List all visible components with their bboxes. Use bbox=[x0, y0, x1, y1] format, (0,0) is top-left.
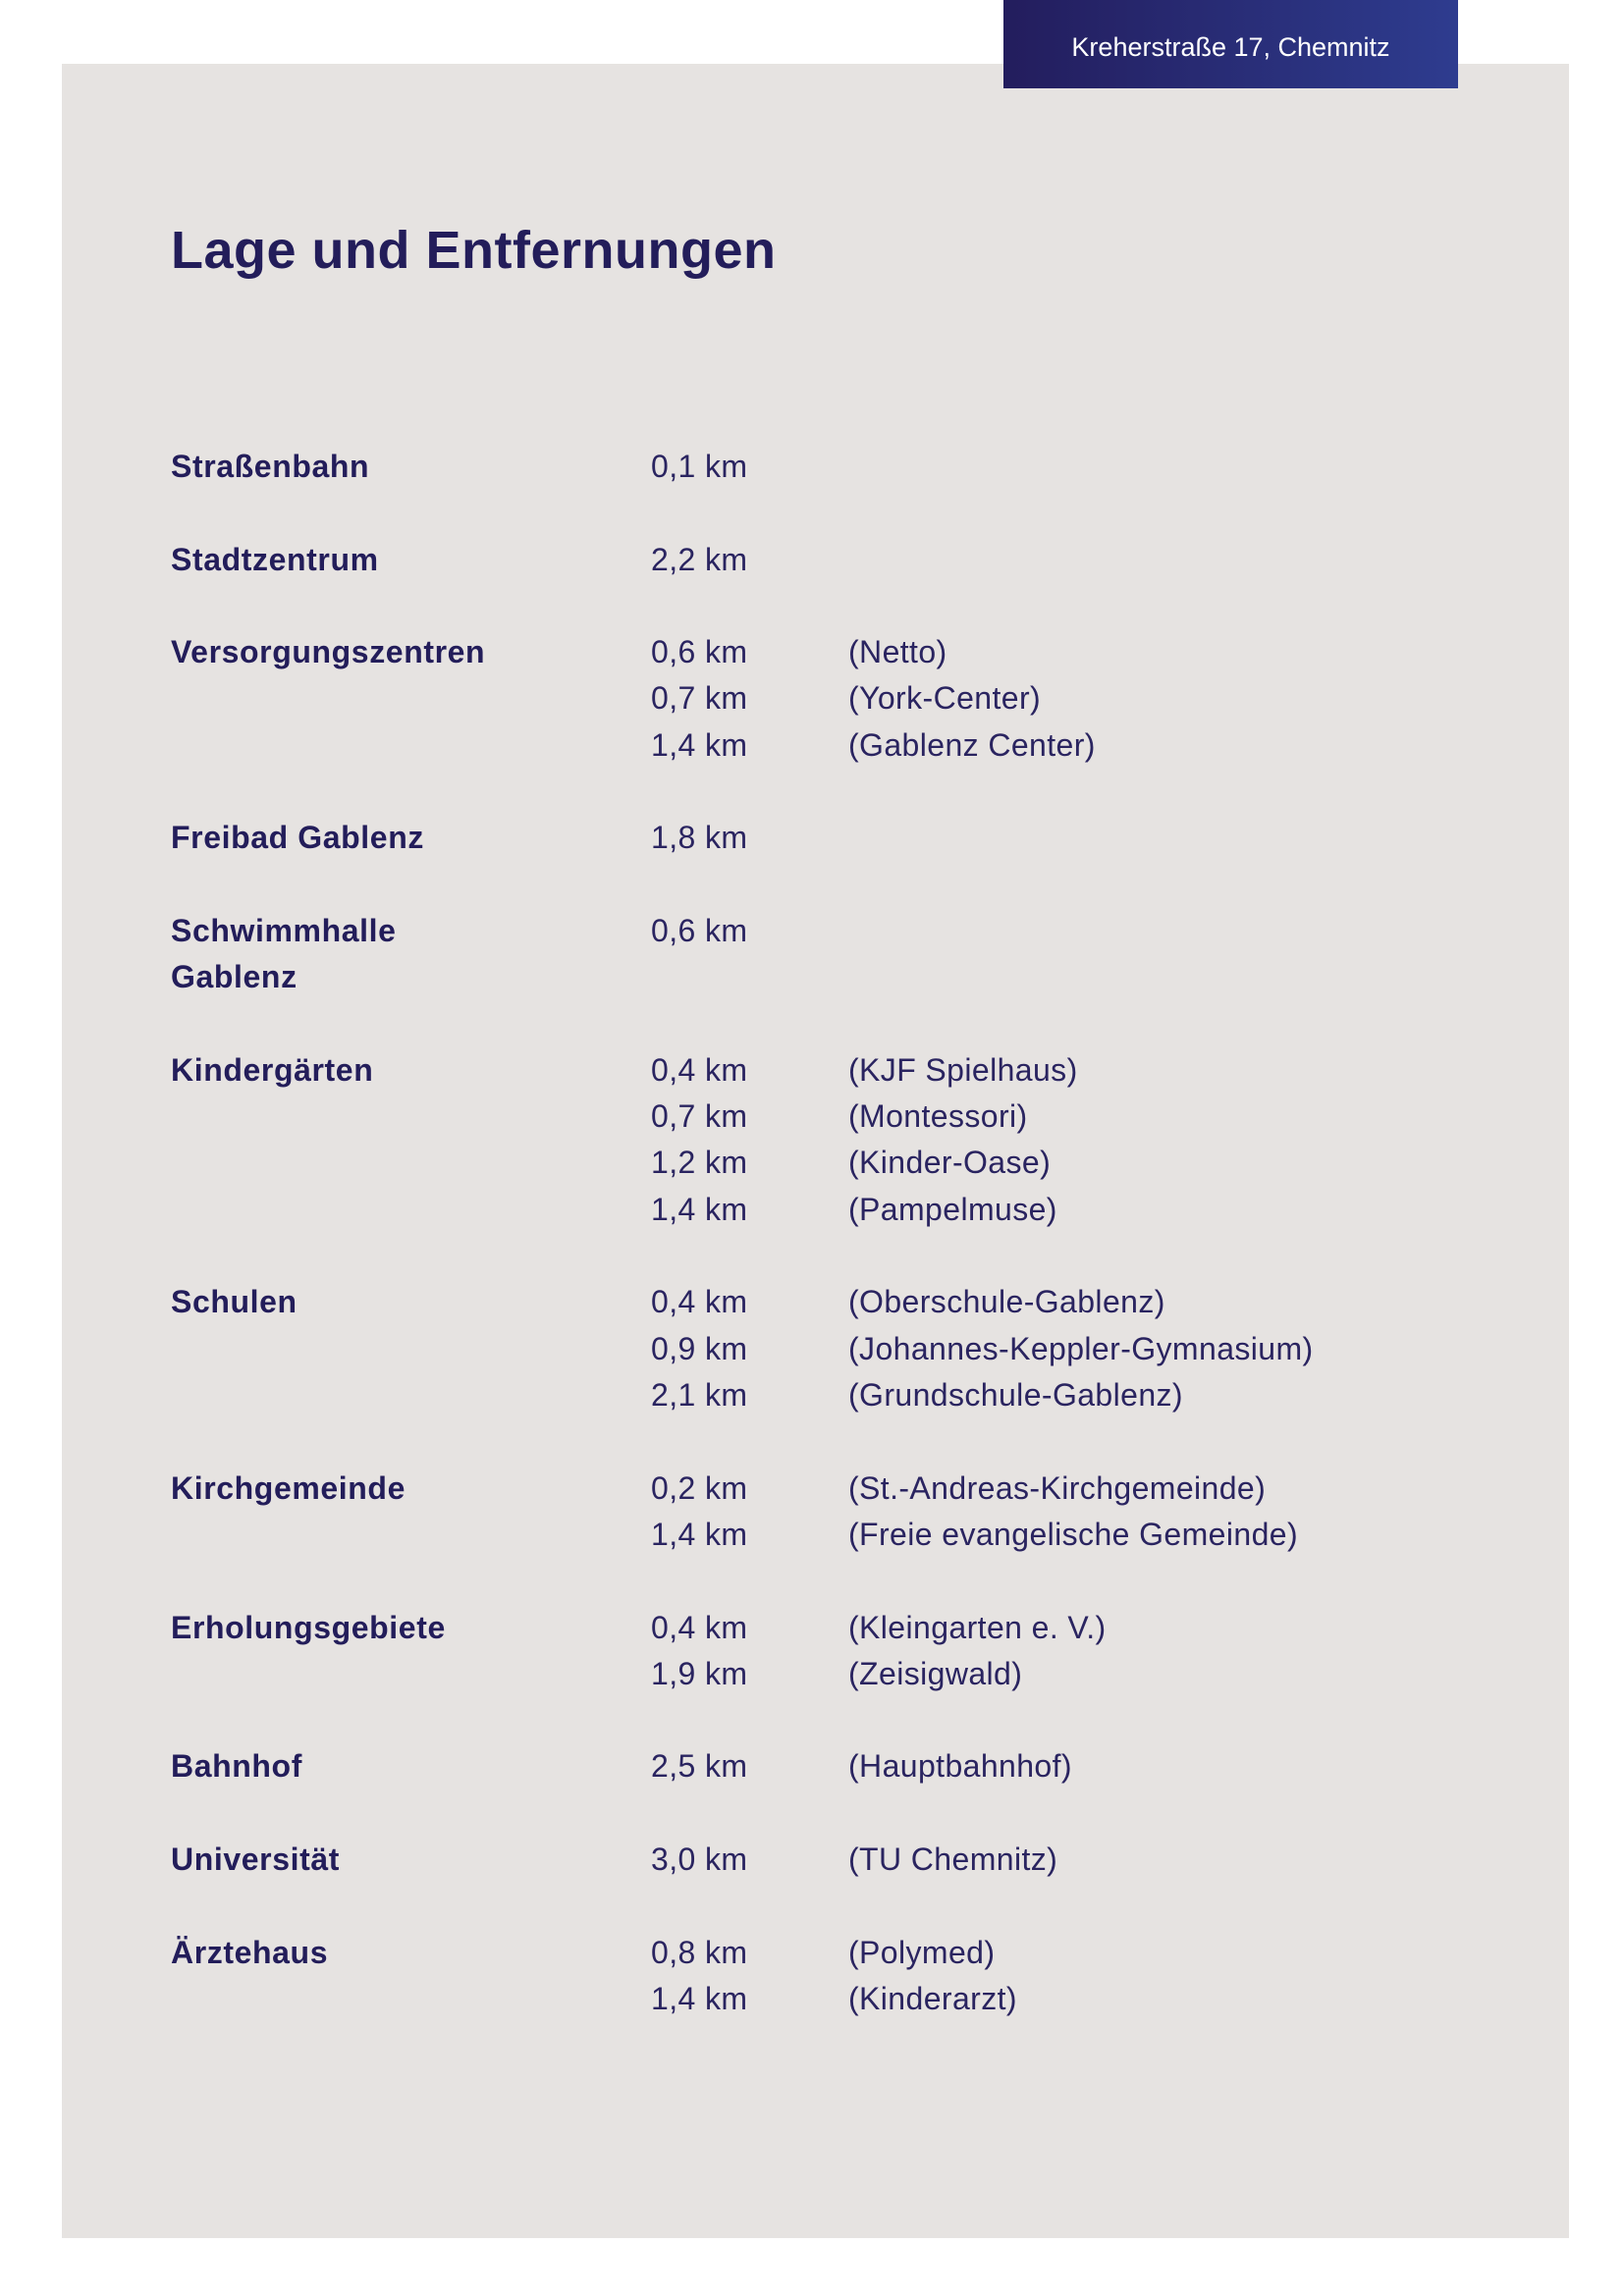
distance-value: 1,8 km bbox=[651, 820, 748, 856]
distance-value: 2,5 km bbox=[651, 1748, 748, 1785]
entry-label: Ärztehaus bbox=[171, 1934, 329, 1970]
distance-value: 1,4 km bbox=[651, 1191, 748, 1227]
place-name: (St.-Andreas-Kirchgemeinde) bbox=[848, 1469, 1267, 1506]
place-name: (Polymed) bbox=[848, 1934, 996, 1970]
distance-value: 1,4 km bbox=[651, 1516, 748, 1552]
entry-label: Versorgungszentren bbox=[171, 634, 486, 670]
place-name: (Johannes-Keppler-Gymnasium) bbox=[848, 1330, 1314, 1366]
place-name: (Netto) bbox=[848, 634, 947, 670]
place-name: (Kleingarten e. V.) bbox=[848, 1609, 1107, 1645]
distance-value: 3,0 km bbox=[651, 1842, 748, 1877]
entry-label: Straßenbahn bbox=[171, 449, 370, 484]
entry-label: Schulen bbox=[171, 1284, 298, 1320]
place-name: (Hauptbahnhof) bbox=[848, 1748, 1072, 1785]
distance-value: 0,4 km bbox=[651, 1051, 748, 1088]
entry-label: Erholungsgebiete bbox=[171, 1609, 446, 1645]
distance-value: 0,1 km bbox=[651, 449, 748, 484]
distance-value: 0,6 km bbox=[651, 913, 748, 948]
distance-value: 0,6 km bbox=[651, 634, 748, 670]
distance-value: 1,4 km bbox=[651, 1980, 748, 2016]
entry-label: Freibad Gablenz bbox=[171, 820, 424, 856]
entry-label: Kirchgemeinde bbox=[171, 1469, 406, 1506]
place-name: (Kinder-Oase) bbox=[848, 1145, 1052, 1181]
place-name: (KJF Spielhaus) bbox=[848, 1051, 1078, 1088]
place-name: (Gablenz Center) bbox=[848, 726, 1096, 763]
content-panel bbox=[62, 64, 1569, 2238]
distance-value: 2,2 km bbox=[651, 541, 748, 577]
place-name: (Kinderarzt) bbox=[848, 1980, 1017, 2016]
distance-value: 1,2 km bbox=[651, 1145, 748, 1181]
place-name: (Oberschule-Gablenz) bbox=[848, 1284, 1165, 1320]
place-name: (Freie evangelische Gemeinde) bbox=[848, 1516, 1299, 1552]
entry-label: Bahnhof bbox=[171, 1748, 302, 1785]
distance-value: 2,1 km bbox=[651, 1376, 748, 1413]
distance-value: 0,4 km bbox=[651, 1284, 748, 1320]
address-tab bbox=[1003, 0, 1458, 88]
place-name: (TU Chemnitz) bbox=[848, 1842, 1058, 1877]
distance-value: 0,2 km bbox=[651, 1469, 748, 1506]
distance-value: 0,4 km bbox=[651, 1609, 748, 1645]
distance-value: 0,7 km bbox=[651, 1098, 748, 1135]
place-name: (Montessori) bbox=[848, 1098, 1028, 1135]
distance-value: 0,7 km bbox=[651, 680, 748, 717]
distance-value: 0,9 km bbox=[651, 1330, 748, 1366]
distance-value: 1,4 km bbox=[651, 726, 748, 763]
entry-label: Stadtzentrum bbox=[171, 541, 379, 577]
place-name: (Zeisigwald) bbox=[848, 1655, 1023, 1691]
place-name: (Grundschule-Gablenz) bbox=[848, 1376, 1183, 1413]
address-text: Kreherstraße 17, Chemnitz bbox=[1071, 31, 1390, 62]
page-title: Lage und Entfernungen bbox=[171, 221, 777, 280]
place-name: (Pampelmuse) bbox=[848, 1191, 1057, 1227]
place-name: (York-Center) bbox=[848, 680, 1042, 717]
entry-label: Universität bbox=[171, 1842, 340, 1877]
entry-label: Kindergärten bbox=[171, 1051, 374, 1088]
distance-value: 0,8 km bbox=[651, 1934, 748, 1970]
entry-label: Schwimmhalle Gablenz bbox=[171, 913, 397, 995]
distance-value: 1,9 km bbox=[651, 1655, 748, 1691]
